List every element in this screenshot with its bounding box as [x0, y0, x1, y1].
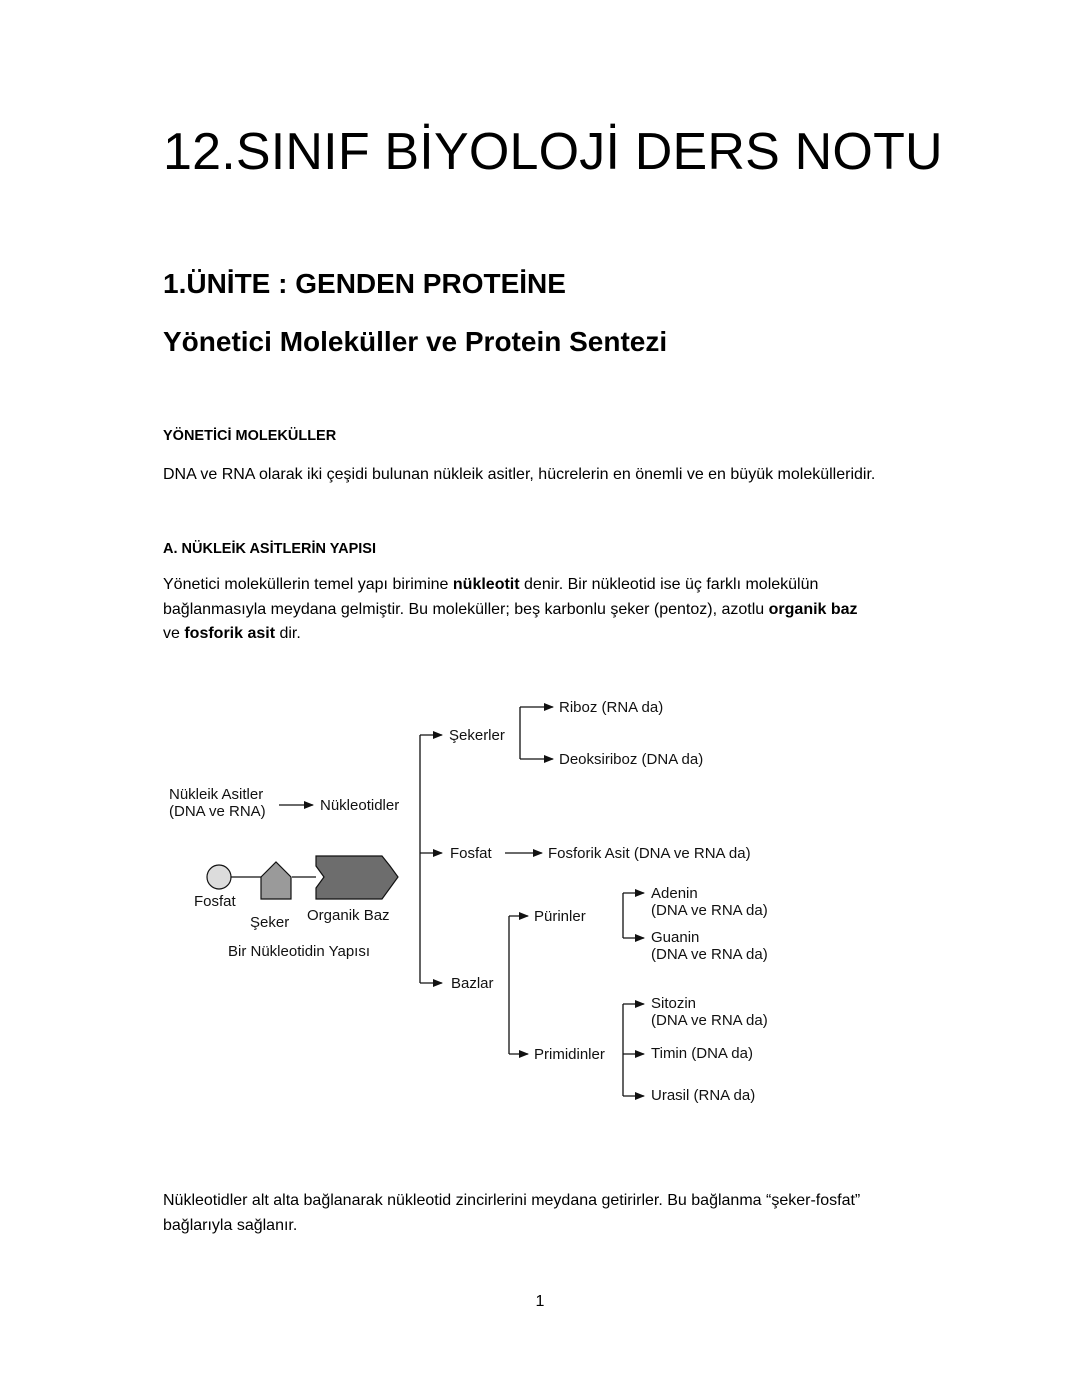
paragraph-sugar-phosphate-bonds: Nükleotidler alt alta bağlanarak nükleotid zincirlerini meydana getirirler. Bu bağlanma “şeker-fosfat” bağlarıyla sağlanır. [163, 1192, 861, 1234]
heading-yonetici-molekuller: YÖNETİCİ MOLEKÜLLER [163, 428, 337, 444]
label-ribose: Riboz (RNA da) [559, 699, 664, 716]
label-bases: Bazlar [451, 975, 494, 992]
page-number: 1 [535, 1293, 545, 1310]
document-title: 12.SINIF BİYOLOJİ DERS NOTU [163, 123, 943, 181]
label-structure-phosphate: Fosfat [194, 893, 236, 910]
label-phosphate: Fosfat [450, 845, 492, 862]
text-fragment: dir. [275, 625, 301, 642]
label-nucleic-acids-line1: Nükleik Asitler [169, 786, 264, 803]
bold-term-organik-baz: organik baz [768, 600, 858, 618]
organic-base-shape [316, 856, 398, 899]
phosphate-circle [207, 865, 231, 889]
unit-title: 1.ÜNİTE : GENDEN PROTEİNE [163, 268, 566, 299]
section-subtitle: Yönetici Moleküller ve Protein Sentezi [163, 326, 668, 357]
label-structure-organic-base: Organik Baz [307, 907, 390, 924]
caption-nucleotide-structure: Bir Nükleotidin Yapısı [228, 943, 371, 960]
label-phosphoric-acid: Fosforik Asit (DNA ve RNA da) [548, 845, 751, 862]
text-fragment: ve [163, 625, 185, 642]
heading-nucleic-acid-structure: A. NÜKLEİK ASİTLERİN YAPISI [163, 541, 376, 557]
label-structure-sugar: Şeker [250, 914, 290, 931]
label-adenine-note: (DNA ve RNA da) [651, 902, 768, 919]
text-fragment: denir. Bir nükleotid ise üç farklı molekülün bağlanmasıyla meydana gelmiştir. Bu moleküller; beş karbonlu şeker (pentoz), azotlu [163, 576, 819, 618]
label-cytosine-note: (DNA ve RNA da) [651, 1012, 768, 1029]
label-uracil: Urasil (RNA da) [651, 1087, 756, 1104]
label-pyrimidines: Primidinler [534, 1046, 605, 1063]
label-sugars: Şekerler [449, 727, 505, 744]
sugar-pentagon [261, 862, 291, 899]
label-thymine: Timin (DNA da) [651, 1045, 753, 1062]
paragraph-nucleic-acids: DNA ve RNA olarak iki çeşidi bulunan nükleik asitler, hücrelerin en önemli ve en büyük molekülleridir. [163, 466, 876, 483]
text-fragment: Yönetici moleküllerin temel yapı birimine [163, 576, 453, 593]
label-nucleotides: Nükleotidler [320, 797, 400, 814]
bold-term-nukleotit: nükleotit [452, 576, 520, 593]
label-purines: Pürinler [534, 908, 586, 925]
label-nucleic-acids-line2: (DNA ve RNA) [169, 803, 266, 820]
label-adenine: Adenin [651, 885, 698, 902]
label-deoxyribose: Deoksiriboz (DNA da) [559, 751, 704, 768]
label-guanine: Guanin [651, 929, 700, 946]
label-guanine-note: (DNA ve RNA da) [651, 946, 768, 963]
label-cytosine: Sitozin [651, 995, 697, 1012]
bold-term-fosforik-asit: fosforik asit [184, 625, 276, 642]
